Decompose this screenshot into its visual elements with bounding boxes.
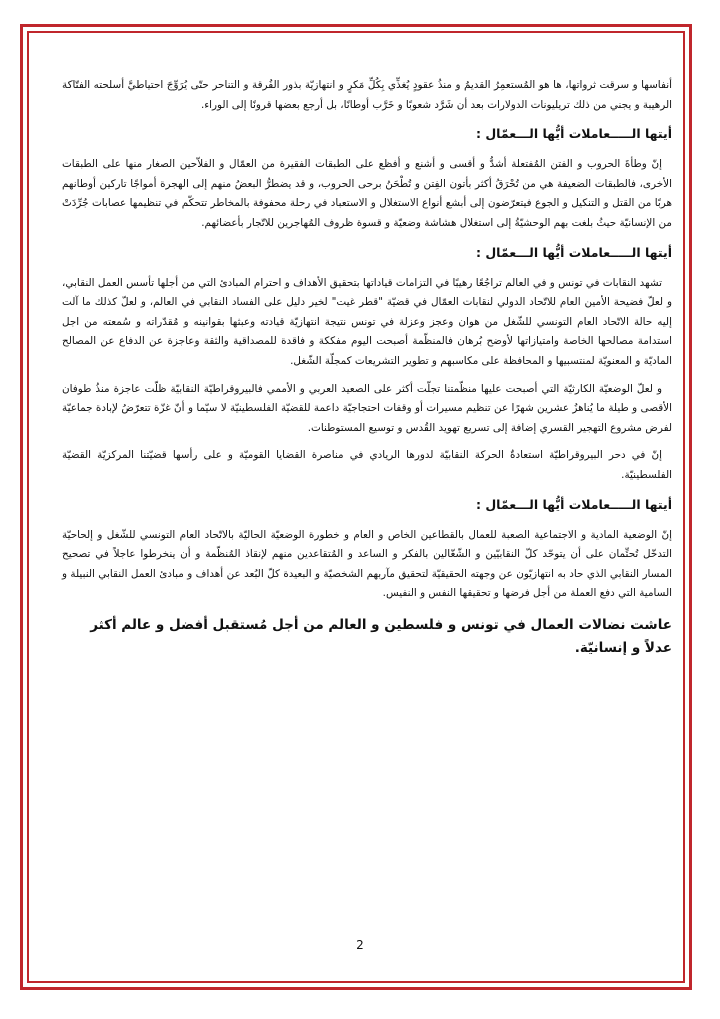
document-body — [62, 76, 672, 660]
paragraph-6: إنّ الوضعية المادية و الاجتماعية الصعبة للعمال بالقطاعين الخاص و العام و خطورة الوضعيّة الحاليّة بالاتّحاد العام التونسي للشّغل و إلحاحيّة التدخّل تُحتِّمان على أن يتوحّد كلّ النقابيّين و الشّغّالين بالفكر و الساعد و المُتقاعدين منهم لإنقاذ المُنظّمة و أن ينخرطوا عاجلاً في تصحيح المسار النقابي الذي حاد به انتهازيّون عن وجهته الحقيقيّة لتحقيق مآربهم الشخصيّة و البعيدة كلّ البُعد عن أهداف و مبادئ العمل النقابي النبيلة و السامية التي دفع العملة من أجل فرضها و تحقيقها النفس و النفيس. — [62, 528, 672, 600]
section-heading-3: أيتها الـــــعاملات أيُّها الـــعمّال : — [475, 496, 672, 512]
closing-statement: عاشت نضالات العمال في تونس و فلسطين و العالم من أجل مُستقبل أفضل و عالم أكثر عدلاً و إنسانيّة. — [90, 616, 672, 656]
page-number: 2 — [356, 938, 364, 952]
paragraph-2: إنّ وطأةَ الحروب و الفتن المُفتعلة أشدُّ و أقسى و أشنع و أفظع على الطبقات الفقيرة من العمّال و الفلاّحين الصغار منها على الطبقات الأخرى، فالطبقات الضعيفة هي من تُحْرَقُ أكثر بأتون الفِتن و تُطْحَنُ برحى الحروب، و قد يضطرُّ البعضُ منهم إلى الهجرة أمواجًا تاركين أوطانهم هربًا من القتل و التنكيل و الجوع فيتعرّضون إلى أبشع أنواع الاستغلال و الاستعباد في رحلة محفوفة بالمخاطر تتحكّم في تنظيمها عصابات جُرِّدَتْ من الإنسانيّة حيثُ بلغت بهم الوحشيّةُ إلى استغلال هشاشة وضعيّة و قسوة ظروف المُهاجرين للاتّجار بأعضائهم. — [62, 158, 672, 229]
paragraph-1: أنفاسها و سرقت ثرواتها، ها هو المُستعمِرُ القديمُ و منذُ عقودٍ يُغذِّي بِكُلِّ مَكرٍ و انتهازيّة بذور الفُرقة و التناحر حتّى يُرَوِّجَ احتياطيَّ أسلحته الفتّاكة الرهيبة و يجني من ذلك تريليونات الدولارات بعد أن شَرَّد شعوبًا و خَرَّب أوطانًا، بل أرجع بعضها قرونًا إلى الوراء. — [62, 79, 672, 111]
paragraph-4: و لعلّ الوضعيّة الكارثيّة التي أصبحت عليها منظّمتنا تجلّت أكثر على الصعيد العربي و الأممي فالبيروقراطيّة النقابيّة ظلّت عاجزة منذُ طوفان الأقصى و طيلة ما يُناهزُ عشرين شهرًا عن تنظيم مسيرات أو وقفات احتجاجيّة داعمة للقضيّة الفلسطينيّة لا سيّما و أنّ غزّة تتعرّضُ لإبادة جماعيّة لفرض مشروع التهجير القسري إضافة إلى تسريع تهويد القُدس و توسيع المستوطنات. — [62, 382, 672, 434]
section-heading-2: أيتها الـــــعاملات أيُّها الـــعمّال : — [475, 244, 672, 260]
paragraph-3: تشهد النقابات في تونس و في العالم تراجُعًا رهيبًا في التزامات قياداتها بتحقيق الأهداف و احترام المبادئ التي من أجلها تأسس العمل النقابي، و لعلّ فضيحة الأمين العام للاتّحاد الدولي لنقابات العمّال في قضيّة "قطر غيت" لخير دليل على الفساد النقابي في العالم، و لعلّ كذلك ما آلت إليه حالة الاتّحاد العام التونسي للشّغل من هوان وعجز وعزلة في تونس نتيجة انتهازيّة قيادته وعبثها بقوانينه و مُقدّراته و سُمعته من اجل استدامة مصالحها الخاصة وامتيازاتها لأوضح بُرهان فالمنظّمة أصبحت اليوم مفككة و فاقدة للمصداقية والثقة وعاجزة عن الدفاع عن المصالح الماديّة و المعنويّة لمنتسبيها و المحافظة على مكاسبهم و تطوير التشريعات كمجلّة الشّغل. — [62, 276, 672, 367]
section-heading-1: أيتها الـــــعاملات أيُّها الـــعمّال : — [475, 126, 672, 142]
paragraph-5: إنّ في دحر البيروقراطيّة استعادةٌ الحركة النقابيّة لدورها الريادي في مناصرة القضايا القوميّة و على رأسها قضيّتنا المركزيّة القضيّة الفلسطينيّة. — [62, 449, 672, 481]
